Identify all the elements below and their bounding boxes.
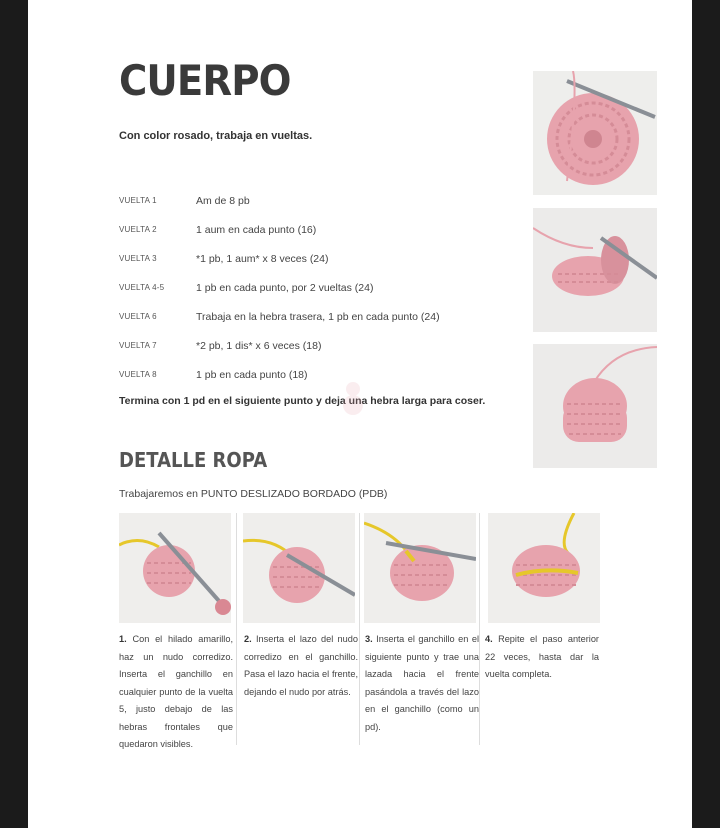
photo-body-finished: [533, 344, 657, 468]
step-2-photo: [243, 513, 355, 623]
step-1-text: [119, 631, 233, 754]
ending-instruction: Termina con 1 pd en el siguiente punto y deja una hebra larga para coser.: [119, 395, 486, 407]
step-3-photo: [364, 513, 476, 623]
round-label: VUELTA 3: [119, 254, 157, 263]
step-number: 2.: [244, 634, 252, 644]
photo-magic-ring: [533, 71, 657, 195]
section-subtitle: Con color rosado, trabaja en vueltas.: [119, 130, 313, 142]
step-divider: [359, 513, 360, 745]
round-label: VUELTA 1: [119, 196, 157, 205]
round-text: *2 pb, 1 dis* x 6 veces (18): [196, 339, 322, 352]
step-divider: [236, 513, 237, 745]
photo-body-side: [533, 208, 657, 332]
round-label: VUELTA 2: [119, 225, 157, 234]
round-text: Am de 8 pb: [196, 194, 250, 207]
detail-title: DETALLE ROPA: [119, 448, 268, 472]
rounds-list: [119, 186, 499, 389]
step-divider: [479, 513, 480, 745]
round-text: *1 pb, 1 aum* x 8 veces (24): [196, 252, 329, 265]
section-title: CUERPO: [119, 56, 291, 105]
step-3-text: [365, 631, 479, 736]
step-description: Repite el paso anterior 22 veces, hasta dar la vuelta completa.: [485, 634, 599, 679]
round-text: 1 pb en cada punto (18): [196, 368, 308, 381]
round-row: [119, 215, 499, 244]
round-label: VUELTA 7: [119, 341, 157, 350]
round-label: VUELTA 4-5: [119, 283, 165, 292]
round-row: [119, 273, 499, 302]
round-row: [119, 360, 499, 389]
step-number: 4.: [485, 634, 493, 644]
round-label: VUELTA 8: [119, 370, 157, 379]
document-page: [28, 0, 692, 828]
round-row: [119, 186, 499, 215]
round-text: 1 aum en cada punto (16): [196, 223, 317, 236]
step-4-photo: [488, 513, 600, 623]
round-text: Trabaja en la hebra trasera, 1 pb en cada punto (24): [196, 310, 440, 323]
step-2-text: [244, 631, 358, 701]
round-row: [119, 302, 499, 331]
round-label: VUELTA 6: [119, 312, 157, 321]
detail-subtitle: Trabajaremos en PUNTO DESLIZADO BORDADO (PDB): [119, 488, 388, 500]
round-row: [119, 331, 499, 360]
step-description: Con el hilado amarillo, haz un nudo corredizo. Inserta el ganchillo en cualquier punto de la vuelta 5, justo debajo de las hebras frontales que quedaron visibles.: [119, 634, 233, 749]
step-4-text: [485, 631, 599, 684]
step-1-photo: [119, 513, 231, 623]
step-number: 1.: [119, 634, 127, 644]
step-number: 3.: [365, 634, 373, 644]
step-description: Inserta el ganchillo en el siguiente punto y trae una lazada hacia el frente pasándola a través del lazo en el ganchillo (como un pd).: [365, 634, 479, 732]
round-text: 1 pb en cada punto, por 2 vueltas (24): [196, 281, 374, 294]
watermark-icon: [340, 380, 366, 416]
round-row: [119, 244, 499, 273]
step-description: Inserta el lazo del nudo corredizo en el ganchillo. Pasa el lazo hacia el frente, dejando el nudo por atrás.: [244, 634, 358, 697]
